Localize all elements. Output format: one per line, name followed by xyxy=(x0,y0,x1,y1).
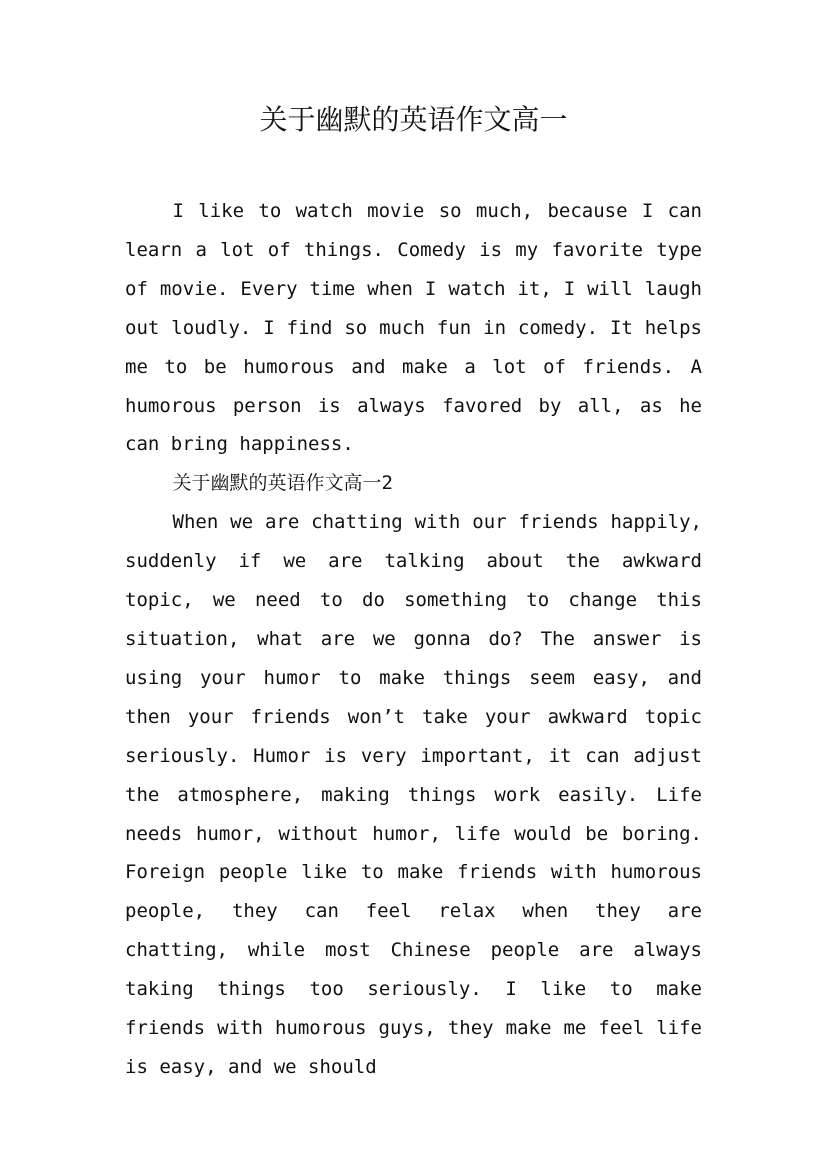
document-body xyxy=(125,192,702,1087)
paragraph-2: When we are chatting with our friends happily, suddenly if we are talking about the awkward topic, we need to do something to change this situation, what are we gonna do? The answer is using your humor to make things seem easy, and then your friends won’t take your awkward topic seriously. Humor is very important, it can adjust the atmosphere, making things work easily. Life needs humor, without humor, life would be boring. Foreign people like to make friends with humorous people, they can feel relax when they are chatting, while most Chinese people are always taking things too seriously. I like to make friends with humorous guys, they make me feel life is easy, and we should xyxy=(125,511,702,1078)
document-title: 关于幽默的英语作文高一 xyxy=(259,103,568,136)
paragraph-1: I like to watch movie so much, because I can learn a lot of things. Comedy is my favorite type of movie. Every time when I watch it, I will laugh out loudly. I find so much fun in comedy. It helps me to be humorous and make a lot of friends. A humorous person is always favored by all, as he can bring happiness. xyxy=(125,200,702,456)
section-subheading: 关于幽默的英语作文高一2 xyxy=(172,472,393,495)
